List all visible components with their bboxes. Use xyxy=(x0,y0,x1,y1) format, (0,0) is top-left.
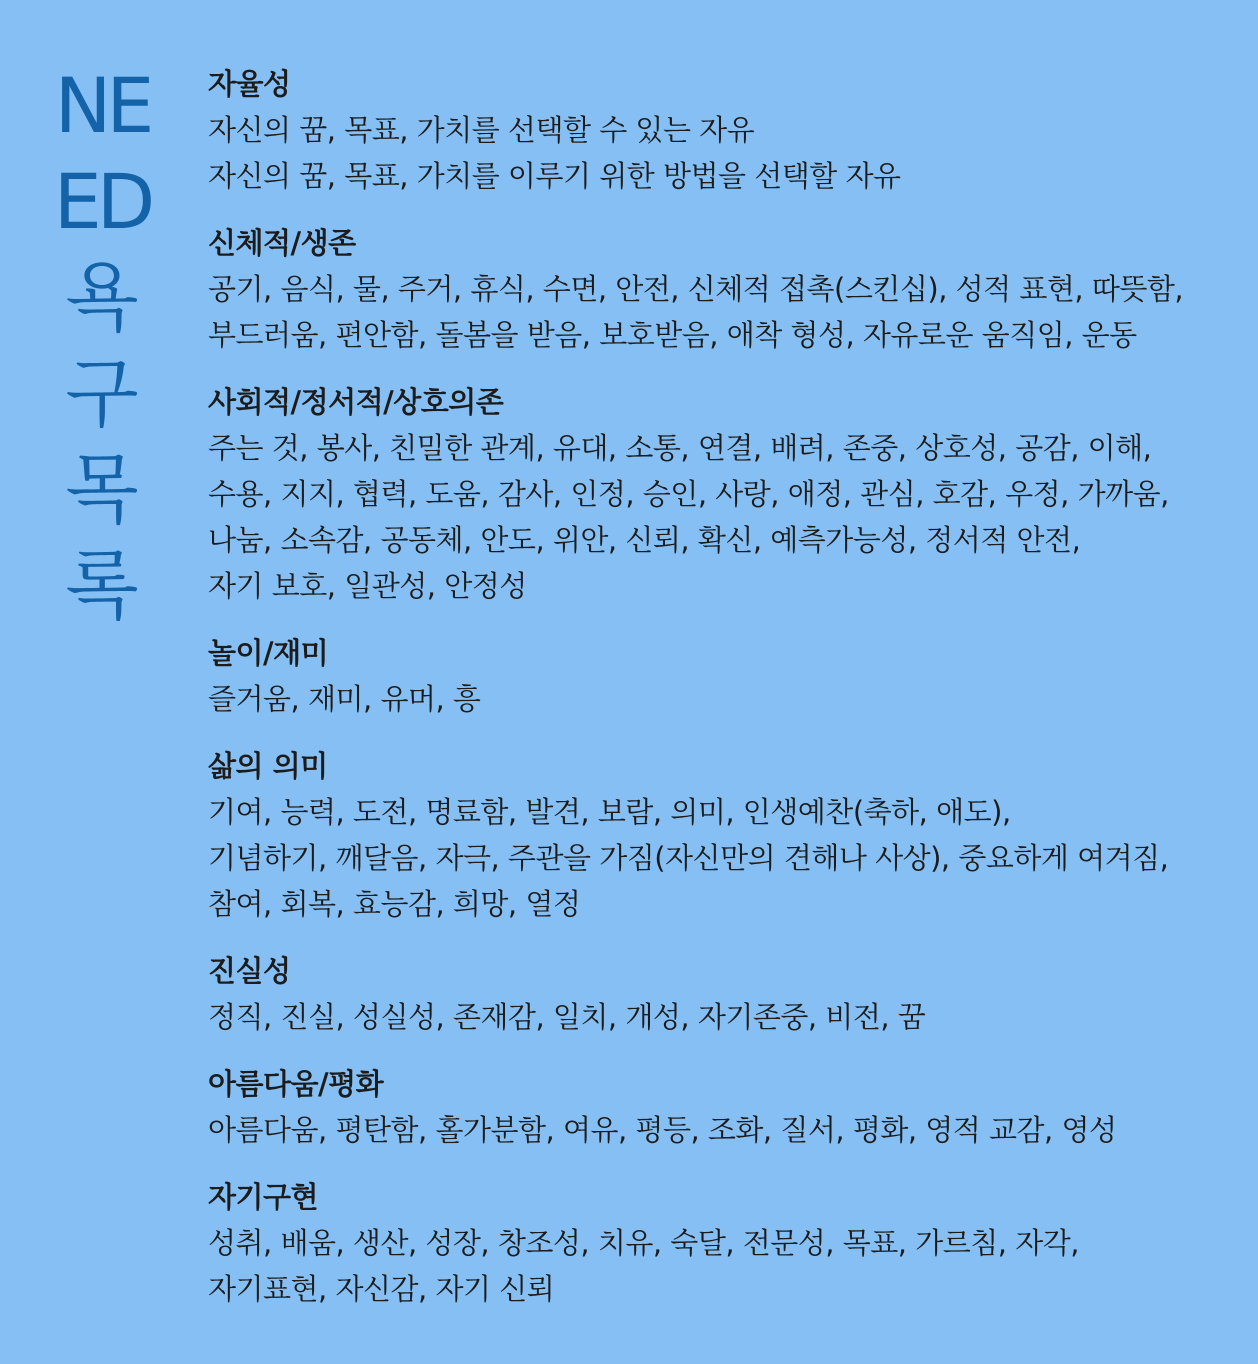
section-social-emotional xyxy=(208,380,1238,609)
section-line: 기여, 능력, 도전, 명료함, 발견, 보람, 의미, 인생예찬(축하, 애도), xyxy=(208,795,1011,829)
section-beauty-peace xyxy=(208,1062,1238,1153)
section-heading: 아름다움/평화 xyxy=(208,1067,384,1101)
section-heading: 삶의 의미 xyxy=(208,749,328,783)
section-heading: 자기구현 xyxy=(208,1180,319,1214)
section-line: 자신의 꿈, 목표, 가치를 이루기 위한 방법을 선택할 자유 xyxy=(208,159,901,193)
section-line: 참여, 회복, 효능감, 희망, 열정 xyxy=(208,887,581,921)
section-line: 주는 것, 봉사, 친밀한 관계, 유대, 소통, 연결, 배려, 존중, 상호성, 공감, 이해, xyxy=(208,431,1152,465)
section-line: 기념하기, 깨달음, 자극, 주관을 가짐(자신만의 견해나 사상), 중요하게 여겨짐, xyxy=(208,841,1169,875)
section-line: 아름다움, 평탄함, 홀가분함, 여유, 평등, 조화, 질서, 평화, 영적 교감, 영성 xyxy=(208,1113,1117,1147)
section-self-actualization xyxy=(208,1175,1238,1312)
title-part-ed: ED xyxy=(53,157,151,246)
section-play-fun xyxy=(208,631,1238,722)
section-line: 자기표현, 자신감, 자기 신뢰 xyxy=(208,1272,555,1306)
section-line: 나눔, 소속감, 공동체, 안도, 위안, 신뢰, 확신, 예측가능성, 정서적 안전, xyxy=(208,523,1081,557)
section-line: 자기 보호, 일관성, 안정성 xyxy=(208,569,527,603)
section-heading: 신체적/생존 xyxy=(208,226,356,260)
needs-list xyxy=(208,62,1238,1334)
section-line: 부드러움, 편안함, 돌봄을 받음, 보호받음, 애착 형성, 자유로운 움직임, 운동 xyxy=(208,318,1137,352)
section-heading: 자율성 xyxy=(208,67,291,101)
title-char-3: 목 xyxy=(65,445,139,534)
section-physical-survival xyxy=(208,221,1238,358)
section-heading: 놀이/재미 xyxy=(208,636,329,670)
section-line: 공기, 음식, 물, 주거, 휴식, 수면, 안전, 신체적 접촉(스킨십), 성적 표현, 따뜻함, xyxy=(208,272,1184,306)
section-meaning-of-life xyxy=(208,744,1238,927)
section-line: 성취, 배움, 생산, 성장, 창조성, 치유, 숙달, 전문성, 목표, 가르침, 자각, xyxy=(208,1226,1079,1260)
section-heading: 진실성 xyxy=(208,954,291,988)
section-line: 자신의 꿈, 목표, 가치를 선택할 수 있는 자유 xyxy=(208,113,755,147)
title-char-4: 록 xyxy=(65,541,139,630)
section-autonomy xyxy=(208,62,1238,199)
title-char-2: 구 xyxy=(65,349,139,438)
section-line: 정직, 진실, 성실성, 존재감, 일치, 개성, 자기존중, 비전, 꿈 xyxy=(208,1000,926,1034)
title-char-1: 욕 xyxy=(65,253,139,342)
section-heading: 사회적/정서적/상호의존 xyxy=(208,385,504,419)
vertical-title xyxy=(50,58,154,634)
section-authenticity xyxy=(208,949,1238,1040)
section-line: 수용, 지지, 협력, 도움, 감사, 인정, 승인, 사랑, 애정, 관심, 호감, 우정, 가까움, xyxy=(208,477,1169,511)
section-line: 즐거움, 재미, 유머, 흥 xyxy=(208,682,481,716)
title-part-ne: NE xyxy=(54,61,150,150)
